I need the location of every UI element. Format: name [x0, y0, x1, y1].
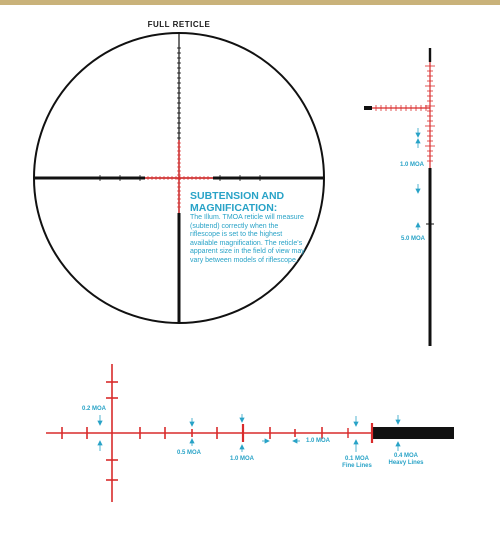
subtension-heading-line2: MAGNIFICATION:: [190, 202, 278, 214]
label-04moa-line2: Heavy Lines: [388, 460, 424, 466]
subtension-heading: [190, 190, 284, 214]
right-detail-ticks: [376, 66, 435, 224]
bottom-detail: [46, 364, 454, 502]
bottom-label-01moa: [340, 456, 374, 470]
label-01moa-line1: 0.1 MOA: [344, 456, 369, 462]
label-04moa-line1: 0.4 MOA: [393, 453, 418, 459]
right-detail: [364, 48, 435, 346]
bottom-label-10moa-vertical: 1.0 MOA: [230, 456, 255, 462]
bottom-label-02moa: 0.2 MOA: [82, 406, 107, 412]
bottom-label-05moa: 0.5 MOA: [177, 450, 202, 456]
bottom-label-10moa-horizontal: 1.0 MOA: [306, 438, 331, 444]
label-01moa-line2: Fine Lines: [342, 463, 372, 469]
bottom-heavy-post: [372, 427, 454, 439]
full-reticle: [34, 33, 324, 323]
bottom-label-04moa: [384, 453, 428, 467]
right-label-5moa: 5.0 MOA: [401, 236, 426, 242]
bottom-detail-ticks: [62, 382, 372, 480]
diagram-title: FULL RETICLE: [147, 20, 211, 29]
subtension-heading-line1: SUBTENSION AND: [190, 190, 285, 202]
full-reticle-ticks: [100, 48, 260, 181]
right-dimension-arrows: [416, 128, 420, 230]
subtension-body: The Illum. TMOA reticle will measure (subtend) correctly when the riflescope is set to the highest available magnification. The reticle's apparent size in the field of view may vary between models of riflescope.: [190, 214, 305, 264]
right-label-1moa: 1.0 MOA: [400, 162, 425, 168]
